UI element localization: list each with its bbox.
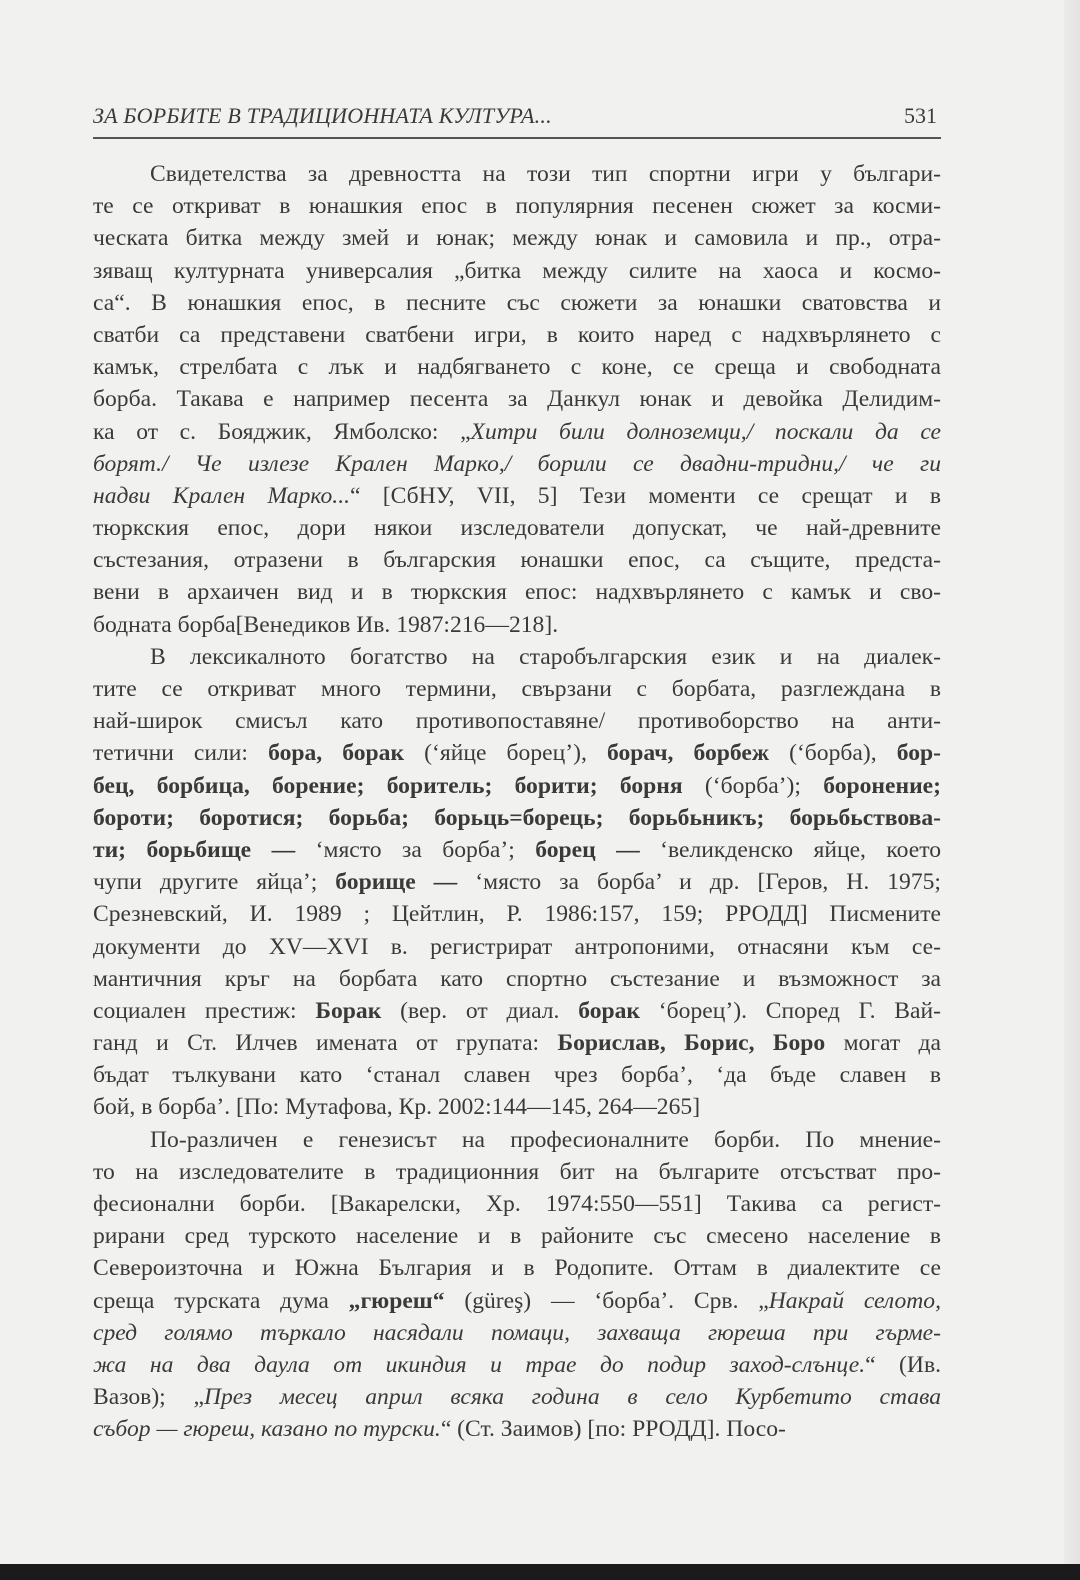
text-run: зяващ културната универсалия „битка между силите на хаоса и космо- <box>93 257 941 284</box>
italic-quote: Хитри били долноземци,/ поскали да се <box>470 418 941 445</box>
text-run: (güreş) — ‘борба’. Срв. „ <box>444 1287 769 1314</box>
text-run: ганд и Ст. Илчев имената от групата: <box>93 1030 558 1057</box>
bold-term: бора, борак <box>268 740 405 767</box>
text-run: Североизточна и Южна България и в Родопите. Оттам в диалектите се <box>93 1255 941 1282</box>
text-run: ‘великденско яйце, което <box>639 836 942 863</box>
text-run: (‘борба’); <box>682 772 824 799</box>
text-line <box>93 641 941 673</box>
text-run: (‘борба), <box>769 740 897 767</box>
text-line <box>93 1285 941 1317</box>
text-run: най-широк смисъл като противопоставяне/ противоборство на анти- <box>93 708 941 735</box>
text-line <box>93 512 941 544</box>
text-run: Вазов); „ <box>93 1384 204 1411</box>
text-line <box>93 1381 941 1413</box>
paragraph <box>93 1124 941 1446</box>
text-line <box>93 544 941 576</box>
text-run: социален престиж: <box>93 997 316 1024</box>
text-run: бодната борба[Венедиков Ив. 1987:216—218]. <box>93 611 559 638</box>
text-line <box>93 1091 941 1123</box>
page-number: 531 <box>904 103 937 128</box>
text-line <box>93 802 941 834</box>
text-run: тюркския епос, дори някои изследователи допускат, че най-древните <box>93 515 941 542</box>
text-run: камък, стрелбата с лък и надбягването с коне, се среща и свободната <box>93 354 941 381</box>
text-line <box>93 995 941 1027</box>
text-run: сватби са представени сватбени игри, в които наред с надхвърлянето с <box>93 321 941 348</box>
text-run: “ [СбНУ, VII, 5] Тези моменти се срещат и в <box>350 482 941 509</box>
italic-quote: През месец април всяка година в село Курбетито става <box>203 1384 941 1411</box>
bold-term: борак <box>578 997 641 1024</box>
italic-quote: сред голямо търкало насядали помаци, захваща гюреша при гърме- <box>93 1319 941 1346</box>
text-run: то на изследователите в традиционния бит на българите отсъстват про- <box>93 1158 941 1185</box>
text-line <box>93 222 941 254</box>
text-line <box>93 190 941 222</box>
text-line <box>93 480 941 512</box>
text-line <box>93 383 941 415</box>
bold-term: борец — <box>535 836 640 863</box>
text-line <box>93 1252 941 1284</box>
italic-quote: жа на два даула от икиндия и трае до подир заход-слънце. <box>93 1351 866 1378</box>
italic-quote: събор — гюреш, казано по турски. <box>93 1416 441 1443</box>
text-run: рирани сред турското население и в районите със смесено население в <box>93 1223 941 1250</box>
paragraph <box>93 641 941 1124</box>
text-line <box>93 705 941 737</box>
text-run: Свидетелства за древността на този тип спортни игри у българи- <box>150 161 941 187</box>
text-run: (вер. от диал. <box>381 997 579 1024</box>
text-run: ‘място за борба’; <box>295 836 536 863</box>
text-run: са“. В юнашкия епос, в песните със сюжети за юнашки сватовства и <box>93 289 941 316</box>
text-run: ческата битка между змей и юнак; между юнак и самовила и пр., отра- <box>93 225 941 252</box>
body-text <box>93 158 941 1446</box>
text-run: документи до XV—XVI в. регистрират антропоними, отнасяни към се- <box>93 933 941 960</box>
text-run: мантичния кръг на борбата като спортно състезание и възможност за <box>93 965 941 992</box>
text-line <box>93 351 941 383</box>
text-run: тетични сили: <box>93 740 269 767</box>
text-run: Срезневский, И. 1989 ; Цейтлин, Р. 1986:157, 159; РРОДД] Писмените <box>93 901 941 928</box>
text-line <box>93 673 941 705</box>
text-run: борба. Такава е например песента за Данкул юнак и девойка Делидим- <box>93 386 941 413</box>
text-run: По-различен е генезисът на професионалните борби. По мнение- <box>150 1126 941 1153</box>
text-line <box>93 576 941 608</box>
bold-term: „гюреш“ <box>348 1287 445 1314</box>
text-line <box>93 963 941 995</box>
bold-term: ти; борьбище — <box>93 836 296 863</box>
text-line <box>93 1156 941 1188</box>
text-line <box>93 255 941 287</box>
text-line <box>93 1317 941 1349</box>
text-line <box>93 1059 941 1091</box>
text-run: “ (Ив. <box>865 1351 941 1378</box>
text-run: (‘яйце борец’), <box>404 740 607 767</box>
bold-term: Борислав, Борис, Боро <box>557 1030 826 1057</box>
page-edge-shadow <box>1064 0 1080 1564</box>
running-header <box>93 101 941 139</box>
text-line <box>93 609 941 641</box>
italic-quote: Накрай селото, <box>768 1287 941 1314</box>
bold-term: бец, борбица, борение; боритель; борити; борня <box>93 772 683 799</box>
text-run: бъдат тълкувани като ‘станал славен чрез борба’, ‘да бъде славен в <box>93 1062 941 1089</box>
text-line <box>93 319 941 351</box>
text-line <box>93 931 941 963</box>
italic-quote: борят./ Че излезе Крален Марко,/ борили се двадни-тридни,/ че ги <box>93 450 941 477</box>
text-line <box>93 1413 941 1445</box>
text-line <box>93 287 941 319</box>
text-line <box>93 770 941 802</box>
text-run: среща турската дума <box>93 1287 349 1314</box>
text-run: могат да <box>825 1030 941 1057</box>
bold-term: бор- <box>896 740 941 767</box>
text-line <box>93 1027 941 1059</box>
text-line <box>93 158 941 190</box>
text-line <box>93 416 941 448</box>
text-run: В лексикалното богатство на старобългарския език и на диалек- <box>150 643 941 670</box>
text-run: ‘място за борба’ и др. [Геров, Н. 1975; <box>457 869 941 896</box>
bold-term: боронение; <box>823 772 942 799</box>
text-line <box>93 1220 941 1252</box>
paragraph <box>93 158 941 641</box>
running-title: ЗА БОРБИТЕ В ТРАДИЦИОННАТА КУЛТУРА... <box>93 103 552 128</box>
text-run: състезания, отразени в българския юнашки епос, са същите, предста- <box>93 547 941 574</box>
text-run: тите се откриват много термини, свързани с борбата, разглеждана в <box>93 676 941 702</box>
bold-term: борище — <box>335 869 458 896</box>
text-line <box>93 448 941 480</box>
text-line <box>93 737 941 769</box>
text-run: ка от с. Бояджик, Ямболско: „ <box>93 418 471 445</box>
text-line <box>93 866 941 898</box>
text-line <box>93 1349 941 1381</box>
text-run: фесионални борби. [Вакарелски, Хр. 1974:550—551] Такива са регист- <box>93 1191 941 1217</box>
text-run: те се откриват в юнашкия епос в популярния песенен сюжет за косми- <box>93 193 941 220</box>
text-run: чупи другите яйца’; <box>93 869 336 896</box>
italic-quote: надви Крален Марко... <box>93 482 350 509</box>
text-line <box>93 1124 941 1156</box>
bold-term: борач, борбеж <box>606 740 769 767</box>
text-line <box>93 1188 941 1220</box>
bold-term: бороти; боротися; борьба; борьць=борець; борьбьникъ; борьбьствова- <box>93 804 941 831</box>
text-run: “ (Ст. Заимов) [по: РРОДД]. Посо- <box>440 1416 786 1443</box>
text-run: ‘борец’). Според Г. Вай- <box>640 997 942 1024</box>
text-run: бой, в борба’. [По: Мутафова, Кр. 2002:144—145, 264—265] <box>93 1094 701 1121</box>
text-run: вени в архаичен вид и в тюркския епос: надхвърлянето с камък и сво- <box>93 579 941 606</box>
text-line <box>93 898 941 930</box>
text-line <box>93 834 941 866</box>
scan-bottom-border <box>0 1564 1080 1580</box>
bold-term: Борак <box>315 997 382 1024</box>
